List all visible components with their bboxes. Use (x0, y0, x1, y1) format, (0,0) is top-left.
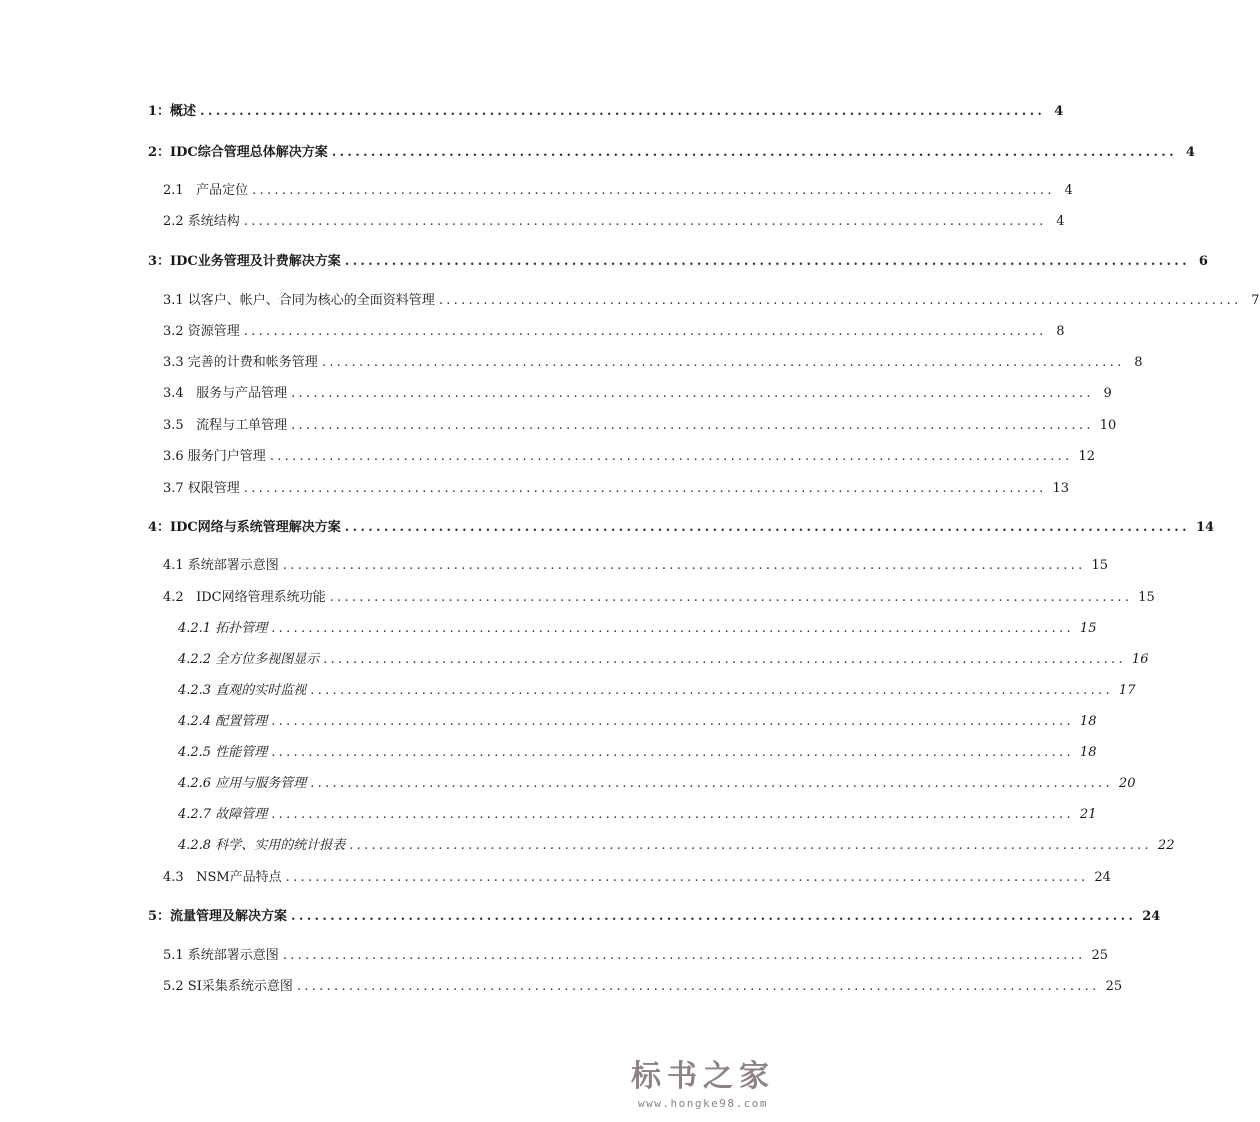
toc-entry[interactable] (178, 680, 1136, 700)
toc-entry-title: 1：概述 (148, 104, 197, 119)
dot-leader: ............................................................................................................ (344, 254, 1190, 269)
toc-entry[interactable] (178, 618, 1097, 638)
toc-entry-page: 18 (1079, 745, 1097, 760)
toc-entry[interactable] (163, 383, 1112, 403)
toc-entry[interactable] (178, 773, 1136, 793)
toc-entry-page: 4 (1064, 183, 1073, 198)
toc-entry-page: 12 (1078, 449, 1096, 464)
dot-leader: ............................................................................................................ (243, 214, 1047, 229)
watermark-url: www.hongke98.com (638, 1097, 768, 1110)
toc-entry[interactable] (163, 321, 1065, 341)
watermark-title: 标书之家 (631, 1059, 775, 1094)
toc-entry-title: 4.2.4 配置管理 (178, 714, 268, 729)
dot-leader: ............................................................................................................ (323, 652, 1126, 667)
toc-entry-page: 8 (1134, 355, 1143, 370)
dot-leader: ............................................................................................................ (291, 386, 1094, 401)
dot-leader: ............................................................................................................ (344, 520, 1190, 535)
toc-entry-title: 4：IDC网络与系统管理解决方案 (148, 520, 341, 535)
toc-entry-page: 15 (1091, 558, 1109, 573)
toc-entry[interactable] (178, 649, 1149, 669)
toc-entry-title: 4.1 系统部署示意图 (163, 558, 279, 573)
toc-entry[interactable] (163, 478, 1070, 498)
dot-leader: ............................................................................................................ (310, 776, 1113, 791)
toc-entry-page: 18 (1079, 714, 1097, 729)
toc-entry-page: 14 (1195, 520, 1215, 535)
toc-entry-title: 2.1 产品定位 (163, 183, 249, 198)
dot-leader: ............................................................................................................ (271, 745, 1074, 760)
toc-entry-page: 8 (1056, 324, 1065, 339)
toc-entry-title: 4.2.2 全方位多视图显示 (178, 652, 320, 667)
dot-leader: ............................................................................................................ (310, 683, 1113, 698)
toc-entry-page: 9 (1103, 386, 1112, 401)
toc-entry[interactable] (163, 867, 1111, 887)
dot-leader: ............................................................................................................ (252, 183, 1055, 198)
toc-entry-page: 4 (1054, 104, 1064, 119)
watermark-logo (631, 1051, 775, 1110)
toc-entry[interactable] (163, 352, 1143, 372)
toc-entry-page: 10 (1099, 418, 1117, 433)
toc-entry-page: 24 (1094, 870, 1111, 885)
dot-leader: ............................................................................................................ (271, 714, 1074, 729)
toc-entry-page: 13 (1052, 481, 1070, 496)
toc-entry-title: 5：流量管理及解决方案 (148, 909, 288, 924)
toc-entry-title: 4.2.3 直观的实时监视 (178, 683, 307, 698)
toc-entry[interactable] (178, 742, 1097, 762)
toc-entry-page: 6 (1198, 254, 1208, 269)
toc-entry[interactable] (178, 711, 1097, 731)
toc-entry-title: 4.2 IDC网络管理系统功能 (163, 590, 326, 605)
toc-entry[interactable] (163, 945, 1109, 965)
dot-leader: ............................................................................................................ (271, 621, 1074, 636)
toc-entry-title: 5.1 系统部署示意图 (163, 948, 279, 963)
toc-entry-title: 2：IDC综合管理总体解决方案 (148, 145, 328, 160)
toc-entry-page: 15 (1079, 621, 1097, 636)
toc-entry-title: 3.6 服务门户管理 (163, 449, 266, 464)
toc-entry[interactable] (163, 415, 1117, 435)
dot-leader: ............................................................................................................ (329, 590, 1133, 605)
toc-entry-page: 25 (1105, 979, 1123, 994)
toc-entry[interactable] (178, 804, 1097, 824)
toc-entry-page: 21 (1079, 807, 1097, 822)
toc-entry[interactable] (178, 835, 1175, 855)
toc-entry-title: 4.2.8 科学、实用的统计报表 (178, 838, 346, 853)
dot-leader: ............................................................................................................ (291, 418, 1094, 433)
toc-entry-title: 4.2.7 故障管理 (178, 807, 268, 822)
toc-entry[interactable] (148, 517, 1215, 537)
toc-entry-page: 25 (1091, 948, 1109, 963)
toc-entry-page: 7 (1251, 293, 1260, 308)
toc-entry-title: 5.2 SI采集系统示意图 (163, 979, 293, 994)
toc-entry-title: 4.2.6 应用与服务管理 (178, 776, 307, 791)
dot-leader: ............................................................................................................ (200, 104, 1046, 119)
dot-leader: ............................................................................................................ (282, 558, 1086, 573)
toc-entry-title: 3：IDC业务管理及计费解决方案 (148, 254, 341, 269)
toc-entry-title: 3.7 权限管理 (163, 481, 240, 496)
dot-leader: ............................................................................................................ (243, 324, 1047, 339)
dot-leader: ............................................................................................................ (271, 807, 1074, 822)
toc-entry-title: 3.2 资源管理 (163, 324, 240, 339)
dot-leader: ............................................................................................................ (243, 481, 1047, 496)
toc-entry[interactable] (163, 976, 1123, 996)
toc-entry-title: 4.2.1 拓扑管理 (178, 621, 268, 636)
toc-entry[interactable] (163, 211, 1065, 231)
toc-entry-title: 3.3 完善的计费和帐务管理 (163, 355, 318, 370)
toc-entry-title: 3.4 服务与产品管理 (163, 386, 288, 401)
dot-leader: ............................................................................................................ (282, 948, 1086, 963)
toc-entry-page: 15 (1138, 590, 1155, 605)
toc-entry-page: 17 (1118, 683, 1136, 698)
dot-leader: ............................................................................................................ (269, 449, 1073, 464)
dot-leader: ............................................................................................................ (331, 145, 1177, 160)
toc-entry-page: 24 (1142, 909, 1161, 924)
dot-leader: ............................................................................................................ (349, 838, 1152, 853)
toc-entry-title: 3.1 以客户、帐户、合同为核心的全面资料管理 (163, 293, 435, 308)
toc-entry[interactable] (148, 101, 1064, 121)
dot-leader: ............................................................................................................ (321, 355, 1125, 370)
toc-entry[interactable] (148, 251, 1208, 271)
toc-entry[interactable] (163, 290, 1260, 310)
dot-leader: ............................................................................................................ (285, 870, 1089, 885)
toc-entry-title: 4.2.5 性能管理 (178, 745, 268, 760)
dot-leader: ............................................................................................................ (296, 979, 1100, 994)
toc-entry[interactable] (148, 142, 1195, 162)
toc-entry-page: 16 (1131, 652, 1149, 667)
dot-leader: ............................................................................................................ (291, 909, 1137, 924)
toc-entry-title: 4.3 NSM产品特点 (163, 870, 282, 885)
toc-entry-page: 20 (1118, 776, 1136, 791)
toc-entry-page: 4 (1185, 145, 1195, 160)
toc-entry-page: 22 (1157, 838, 1175, 853)
dot-leader: ............................................................................................................ (438, 293, 1242, 308)
toc-entry[interactable] (163, 555, 1109, 575)
toc-entry[interactable] (163, 446, 1096, 466)
toc-entry[interactable] (163, 180, 1073, 200)
toc-entry-title: 3.5 流程与工单管理 (163, 418, 288, 433)
toc-entry-title: 2.2 系统结构 (163, 214, 240, 229)
toc-entry-page: 4 (1056, 214, 1065, 229)
toc-entry[interactable] (148, 906, 1161, 926)
toc-entry[interactable] (163, 587, 1155, 607)
